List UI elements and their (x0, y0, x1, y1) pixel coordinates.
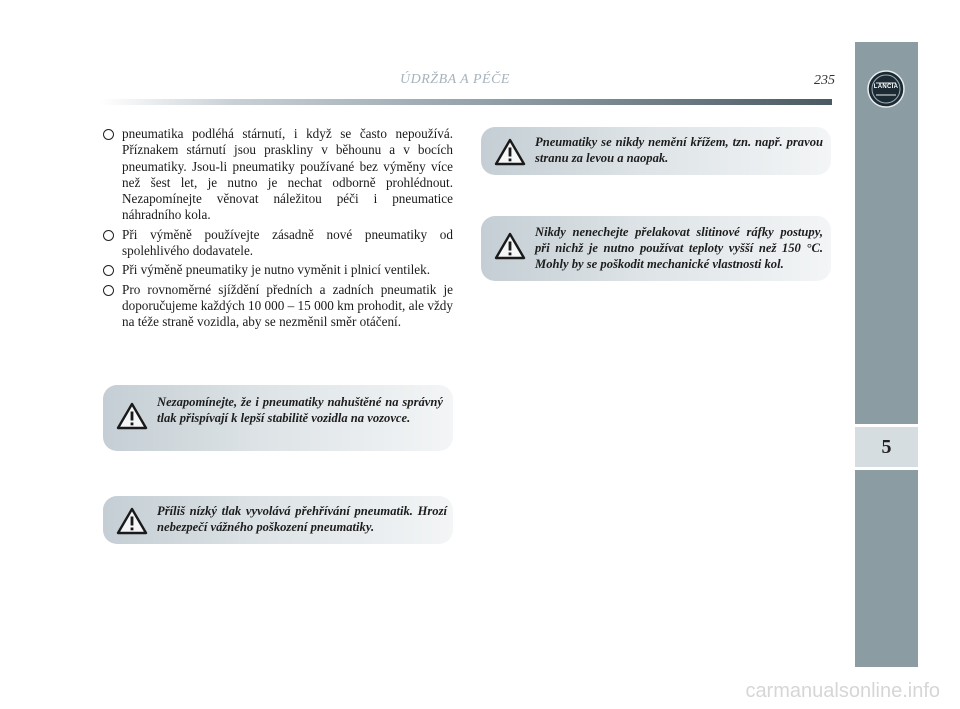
warning-text: Nikdy nenechejte přelakovat slitinové ráfky postupy, při nichž je nutno používat teploty vyšší než 150 °C. Mohly by se poškodit mechanické vlastnosti kol. (535, 225, 823, 271)
list-item (103, 282, 453, 331)
list-item (103, 126, 453, 224)
warning-triangle-icon (116, 402, 148, 430)
section-title: ÚDRŽBA A PÉČE (400, 72, 510, 87)
warning-text: Nezapomínejte, že i pneumatiky nahuštěné na správný tlak přispívají k lepší stabilitě vozidla na vozovce. (157, 395, 443, 425)
warning-triangle-icon (494, 232, 526, 260)
circle-bullet-icon (103, 265, 114, 276)
chapter-tab[interactable] (855, 427, 918, 467)
warning-text: Příliš nízký tlak vyvolává přehřívání pneumatik. Hrozí nebezpečí vážného poškození pneumatiky. (157, 504, 447, 534)
circle-bullet-icon (103, 129, 114, 140)
lancia-logo (867, 70, 905, 108)
chapter-number: 5 (881, 436, 892, 458)
page-number: 235 (814, 73, 835, 88)
warning-text: Pneumatiky se nikdy nemění křížem, tzn. např. pravou stranu za levou a naopak. (535, 135, 823, 165)
warning-triangle-icon (494, 138, 526, 166)
header-rule (100, 99, 832, 105)
warning-box (481, 127, 831, 175)
list-item-text: Při výměně pneumatiky je nutno vyměnit i plnicí ventilek. (122, 262, 431, 278)
list-item-text: Při výměně používejte zásadně nové pneumatiky od spolehlivého dodavatele. (122, 226, 453, 259)
side-tab-lower (855, 470, 918, 667)
warning-box (481, 216, 831, 281)
warning-triangle-icon (116, 507, 148, 535)
logo-text: LANCIA (873, 84, 899, 90)
bullet-list (103, 126, 453, 334)
watermark: carmanualsonline.info (745, 680, 940, 702)
warning-box (103, 385, 453, 451)
list-item (103, 227, 453, 260)
warning-box (103, 496, 453, 544)
circle-bullet-icon (103, 230, 114, 241)
circle-bullet-icon (103, 285, 114, 296)
list-item-text: Pro rovnoměrné sjíždění předních a zadních pneumatik je doporučujeme každých 10 000 – 15 000 km prohodit, ale vždy na téže straně vozidla, aby se nezměnil směr otáčení. (122, 281, 453, 330)
list-item (103, 262, 453, 278)
list-item-text: pneumatika podléhá stárnutí, i když se často nepoužívá. Příznakem stárnutí jsou praskliny v běhounu a v bocích pneumatiky. Jsou-li pneumatiky používané bez výměny více než šest let, je nutno je nechat odborně prohlédnout. Nezapomínejte věnovat náležitou péči i pneumatice náhradního kola. (122, 126, 453, 223)
